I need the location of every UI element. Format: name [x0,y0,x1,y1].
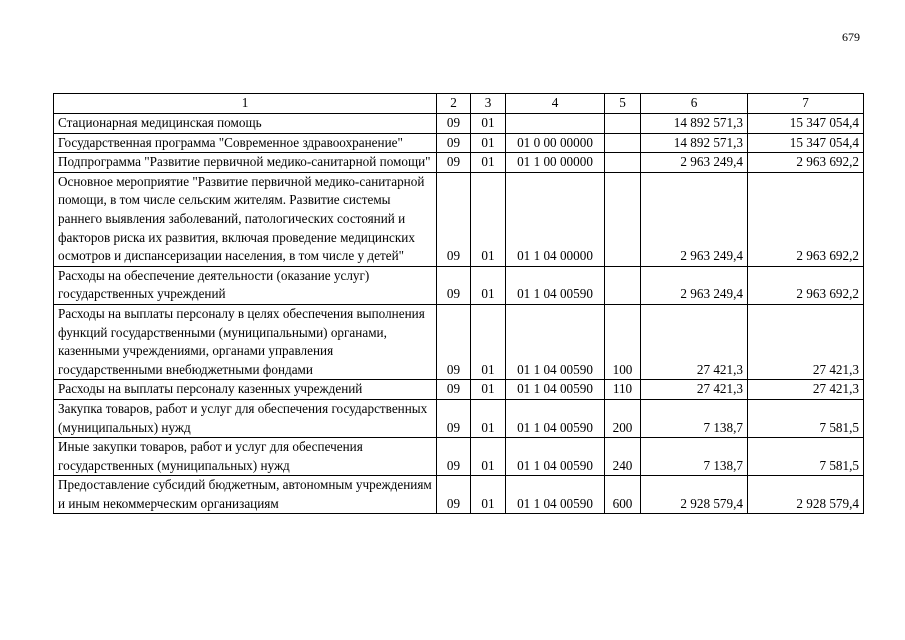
row-amount-year-1: 7 138,7 [641,438,748,476]
row-subsection-code: 01 [471,476,506,514]
row-section-code: 09 [437,476,471,514]
row-amount-year-2: 27 421,3 [748,304,864,379]
row-amount-year-1: 27 421,3 [641,380,748,400]
row-section-code: 09 [437,133,471,153]
header-col-6: 6 [641,94,748,114]
row-target-article-code: 01 1 04 00590 [506,399,605,437]
page-number: 679 [842,30,860,44]
row-expense-type-code [605,114,641,134]
row-section-code: 09 [437,304,471,379]
header-col-4: 4 [506,94,605,114]
table-row [54,438,864,476]
row-subsection-code: 01 [471,133,506,153]
budget-table [53,93,864,514]
header-col-2: 2 [437,94,471,114]
row-description: Расходы на обеспечение деятельности (оказание услуг) государственных учреждений [54,266,437,304]
row-description: Государственная программа "Современное здравоохранение" [54,133,437,153]
row-target-article-code: 01 1 04 00590 [506,438,605,476]
row-expense-type-code: 100 [605,304,641,379]
row-description: Расходы на выплаты персоналу в целях обеспечения выполнения функций государственными (муниципальными) органами, казенными учреждениями, органами управления государственными внебюджетными фондами [54,304,437,379]
table-header [54,94,864,114]
row-target-article-code: 01 1 04 00590 [506,304,605,379]
table-row [54,304,864,379]
table-row [54,153,864,173]
row-amount-year-2: 7 581,5 [748,399,864,437]
header-row [54,94,864,114]
row-subsection-code: 01 [471,304,506,379]
row-target-article-code: 01 0 00 00000 [506,133,605,153]
row-amount-year-2: 27 421,3 [748,380,864,400]
header-col-7: 7 [748,94,864,114]
row-amount-year-1: 27 421,3 [641,304,748,379]
row-subsection-code: 01 [471,438,506,476]
row-description: Закупка товаров, работ и услуг для обеспечения государственных (муниципальных) нужд [54,399,437,437]
row-section-code: 09 [437,172,471,266]
row-description: Основное мероприятие "Развитие первичной медико-санитарной помощи, в том числе сельским жителям. Развитие системы раннего выявления заболеваний, патологических состояний и факторов риска их развития, включая проведение медицинских осмотров и диспансеризации населения, в том числе у детей" [54,172,437,266]
header-col-1: 1 [54,94,437,114]
row-amount-year-1: 14 892 571,3 [641,114,748,134]
row-target-article-code: 01 1 04 00590 [506,380,605,400]
row-amount-year-2: 2 963 692,2 [748,266,864,304]
row-description: Стационарная медицинская помощь [54,114,437,134]
row-expense-type-code: 200 [605,399,641,437]
table-row [54,380,864,400]
table-row [54,133,864,153]
row-amount-year-2: 7 581,5 [748,438,864,476]
row-section-code: 09 [437,380,471,400]
row-amount-year-1: 7 138,7 [641,399,748,437]
table-body [54,114,864,514]
table-row [54,114,864,134]
row-subsection-code: 01 [471,266,506,304]
row-amount-year-2: 2 963 692,2 [748,153,864,173]
row-section-code: 09 [437,153,471,173]
row-amount-year-1: 2 963 249,4 [641,266,748,304]
row-target-article-code: 01 1 04 00000 [506,172,605,266]
row-subsection-code: 01 [471,380,506,400]
row-amount-year-1: 14 892 571,3 [641,133,748,153]
row-amount-year-2: 15 347 054,4 [748,133,864,153]
row-target-article-code: 01 1 00 00000 [506,153,605,173]
row-amount-year-1: 2 963 249,4 [641,172,748,266]
row-subsection-code: 01 [471,153,506,173]
row-amount-year-1: 2 963 249,4 [641,153,748,173]
row-expense-type-code [605,153,641,173]
row-expense-type-code [605,266,641,304]
row-amount-year-2: 2 963 692,2 [748,172,864,266]
row-amount-year-2: 15 347 054,4 [748,114,864,134]
row-section-code: 09 [437,114,471,134]
row-subsection-code: 01 [471,114,506,134]
row-description: Расходы на выплаты персоналу казенных учреждений [54,380,437,400]
row-expense-type-code [605,172,641,266]
row-description: Предоставление субсидий бюджетным, автономным учреждениям и иным некоммерческим организациям [54,476,437,514]
row-description: Подпрограмма "Развитие первичной медико-санитарной помощи" [54,153,437,173]
row-amount-year-1: 2 928 579,4 [641,476,748,514]
header-col-5: 5 [605,94,641,114]
row-section-code: 09 [437,266,471,304]
row-target-article-code: 01 1 04 00590 [506,266,605,304]
row-section-code: 09 [437,399,471,437]
row-subsection-code: 01 [471,172,506,266]
row-target-article-code: 01 1 04 00590 [506,476,605,514]
table-row [54,399,864,437]
header-col-3: 3 [471,94,506,114]
row-expense-type-code: 240 [605,438,641,476]
row-description: Иные закупки товаров, работ и услуг для обеспечения государственных (муниципальных) нужд [54,438,437,476]
table-row [54,266,864,304]
row-amount-year-2: 2 928 579,4 [748,476,864,514]
row-expense-type-code: 600 [605,476,641,514]
row-expense-type-code [605,133,641,153]
row-expense-type-code: 110 [605,380,641,400]
row-section-code: 09 [437,438,471,476]
row-target-article-code [506,114,605,134]
table-row [54,172,864,266]
row-subsection-code: 01 [471,399,506,437]
table-row [54,476,864,514]
